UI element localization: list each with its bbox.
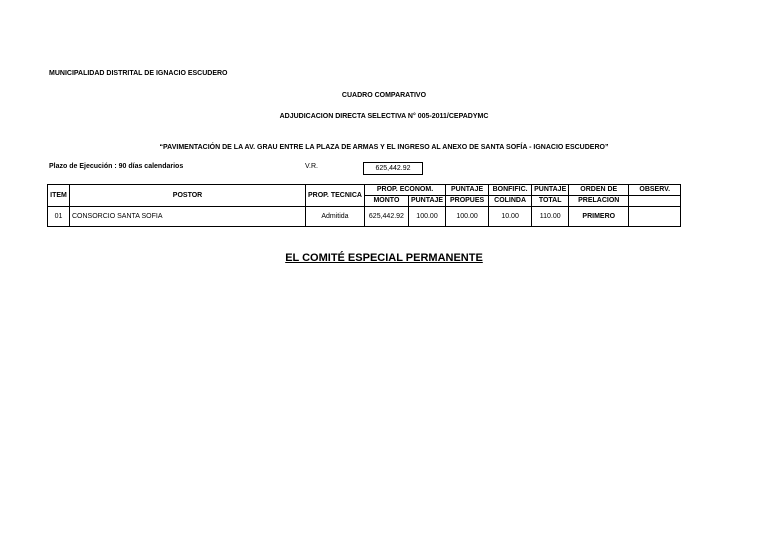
cell-total: 110.00 — [532, 207, 569, 227]
header-monto: MONTO — [364, 196, 408, 207]
header-puntaje: PUNTAJE — [408, 196, 445, 207]
cell-prop-tecnica: Admitida — [306, 207, 365, 227]
header-observ-blank — [629, 196, 681, 207]
header-observ: OBSERV. — [629, 185, 681, 196]
header-total-1: PUNTAJE — [532, 185, 569, 196]
cell-bonific: 10.00 — [489, 207, 532, 227]
table-row — [48, 207, 681, 227]
document-title: CUADRO COMPARATIVO — [341, 92, 427, 99]
table-header-row — [48, 185, 681, 196]
header-puntaje-propues-1: PUNTAJE — [446, 185, 489, 196]
header-prop-econom: PROP. ECONOM. — [364, 185, 445, 196]
cell-orden: PRIMERO — [569, 207, 629, 227]
vr-label: V.R. — [305, 163, 318, 170]
municipality-name: MUNICIPALIDAD DISTRITAL DE IGNACIO ESCUDERO — [49, 70, 228, 77]
cell-puntaje: 100.00 — [408, 207, 445, 227]
cell-item: 01 — [48, 207, 70, 227]
cell-monto: 625,442.92 — [364, 207, 408, 227]
vr-value: 625,442.92 — [363, 162, 423, 175]
cell-puntaje-propues: 100.00 — [446, 207, 489, 227]
header-prop-tecnica: PROP. TECNICA — [306, 185, 365, 207]
header-orden-2: PRELACION — [569, 196, 629, 207]
header-puntaje-propues-2: PROPUES — [446, 196, 489, 207]
header-item: ITEM — [48, 185, 70, 207]
header-bonific-1: BONFIFIC. — [489, 185, 532, 196]
project-name: “PAVIMENTACIÓN DE LA AV. GRAU ENTRE LA PLAZA DE ARMAS Y EL INGRESO AL ANEXO DE SANTA SOFÍA - IGNACIO ESCUDERO” — [159, 144, 609, 151]
execution-term: Plazo de Ejecución : 90 días calendarios — [49, 163, 184, 170]
header-postor: POSTOR — [70, 185, 306, 207]
header-total-2: TOTAL — [532, 196, 569, 207]
header-bonific-2: COLINDA — [489, 196, 532, 207]
cell-postor: CONSORCIO SANTA SOFIA — [70, 207, 306, 227]
adjudication-number: ADJUDICACION DIRECTA SELECTIVA N° 005-2011/CEPADYMC — [279, 113, 489, 120]
comparison-table — [47, 184, 681, 227]
header-orden-1: ORDEN DE — [569, 185, 629, 196]
committee-signature: EL COMITÉ ESPECIAL PERMANENTE — [285, 252, 483, 264]
cell-observ — [629, 207, 681, 227]
